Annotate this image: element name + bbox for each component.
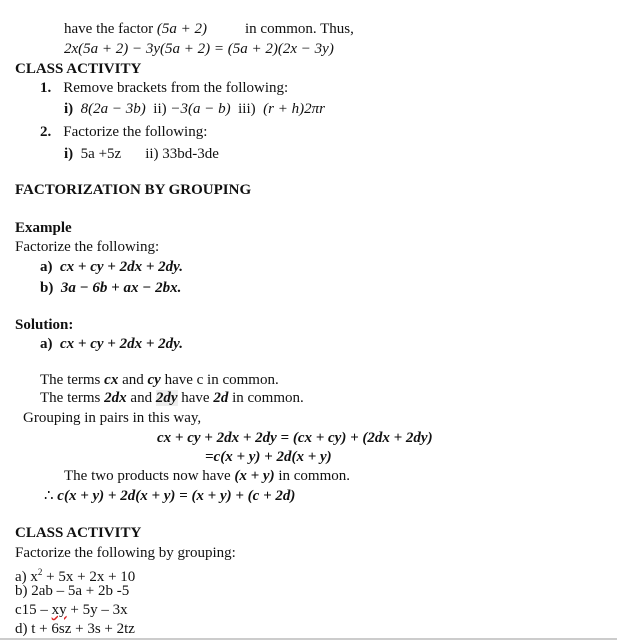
example-a: [40, 258, 183, 276]
equation-2: =c(x + y) + 2d(x + y): [205, 449, 332, 465]
superscript: 2: [37, 567, 43, 577]
text: Factorize the following:: [63, 124, 208, 140]
text: The two products now have: [64, 468, 235, 484]
text: 5a +5z: [80, 146, 122, 162]
activity-item-c: [15, 601, 128, 619]
question-2-items: [64, 145, 219, 163]
intro-equation: 2x(5a + 2) − 3y(5a + 2) = (5a + 2)(2x − 3y): [64, 41, 334, 57]
math: (x + y): [234, 468, 275, 484]
text: a) x: [15, 569, 38, 585]
text: ii) 33bd-3de: [145, 146, 219, 162]
solution-a: [40, 335, 183, 353]
label: i): [64, 101, 74, 117]
class-activity-heading-2: CLASS ACTIVITY: [15, 525, 142, 541]
math: cx: [104, 372, 119, 388]
example-heading: Example: [15, 220, 72, 236]
equation-1: cx + cy + 2dx + 2dy = (cx + cy) + (2dx + 2dy): [157, 430, 433, 446]
class-activity-heading: CLASS ACTIVITY: [15, 61, 142, 77]
activity-item-b: b) 2ab – 5a + 2b -5: [15, 583, 130, 599]
label: iii): [238, 101, 256, 117]
solution-text-2: [40, 389, 304, 407]
math-expression: (5a + 2): [156, 21, 207, 37]
text: The terms: [40, 372, 105, 388]
question-2: [40, 123, 207, 141]
text: and: [126, 390, 156, 406]
math-expression: c(x + y) + 2d(x + y) = (x + y) + (c + 2d): [57, 488, 296, 504]
label: a): [40, 336, 53, 352]
label: b): [40, 280, 54, 296]
list-number: 2.: [40, 124, 52, 140]
math: 2dx: [104, 390, 127, 406]
math: 2dy: [155, 390, 178, 406]
text: Remove brackets from the following:: [63, 80, 289, 96]
math-expression: 3a − 6b + ax − 2bx.: [60, 280, 182, 296]
text: and: [118, 372, 148, 388]
text: in common. Thus,: [245, 21, 354, 37]
text: have: [177, 390, 214, 406]
math-expression: cx + cy + 2dx + 2dy.: [60, 336, 183, 352]
text: + 5y – 3x: [66, 602, 128, 618]
label: ii): [153, 101, 167, 117]
list-number: 1.: [40, 80, 52, 96]
example-b: [40, 279, 181, 297]
text: The terms: [40, 390, 105, 406]
math: cy: [147, 372, 161, 388]
text: in common.: [274, 468, 351, 484]
text: have c in common.: [160, 372, 279, 388]
activity-item-d: d) t + 6sz + 3s + 2tz: [15, 621, 135, 637]
therefore-symbol: ∴: [44, 488, 58, 504]
activity-intro: Factorize the following by grouping:: [15, 545, 236, 561]
section-title: FACTORIZATION BY GROUPING: [15, 182, 252, 198]
solution-heading: Solution:: [15, 317, 74, 333]
solution-text-1: [40, 371, 279, 389]
math-expression: cx + cy + 2dx + 2dy.: [60, 259, 183, 275]
spellcheck-underlined-text: xy: [51, 602, 67, 618]
math-expression: −3(a − b): [170, 101, 231, 117]
label: i): [64, 146, 74, 162]
text: have the factor: [64, 21, 157, 37]
question-1: [40, 79, 288, 97]
question-1-items: [64, 100, 325, 118]
math-expression: 8(2a − 3b): [80, 101, 146, 117]
text: in common.: [228, 390, 304, 406]
text: c15 –: [15, 602, 52, 618]
label: a): [40, 259, 53, 275]
equation-3: [44, 487, 295, 505]
math-expression: (r + h)2πr: [263, 101, 325, 117]
math: 2d: [213, 390, 229, 406]
solution-text-3: [64, 467, 350, 485]
text: + 5x + 2x + 10: [42, 569, 136, 585]
intro-line-1: [64, 20, 354, 38]
example-intro: Factorize the following:: [15, 239, 160, 255]
grouping-text: Grouping in pairs in this way,: [23, 410, 202, 426]
